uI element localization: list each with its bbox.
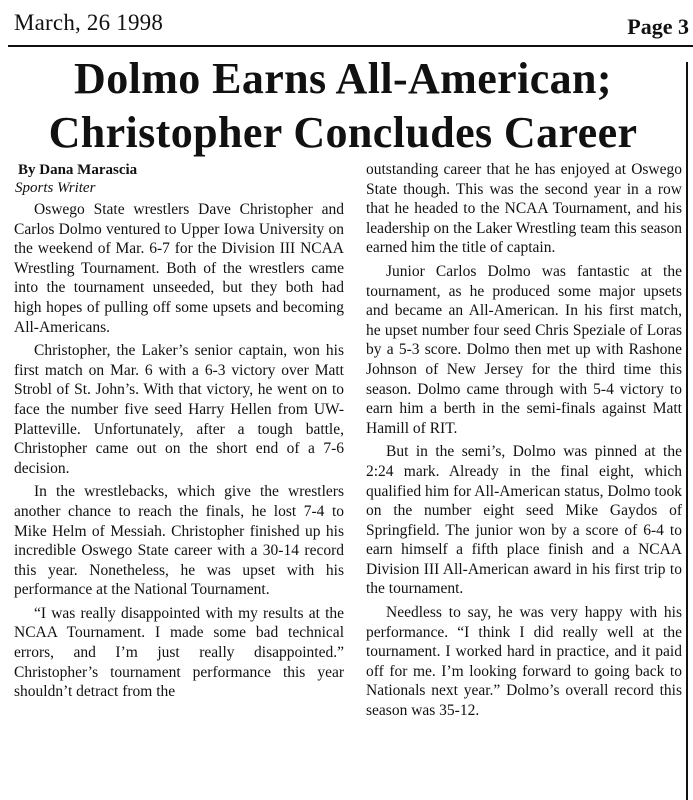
right-column-rule bbox=[686, 62, 688, 800]
masthead bbox=[0, 0, 693, 44]
issue-date: March, 26 1998 bbox=[14, 10, 164, 35]
paragraph: In the wrestlebacks, which give the wrestlers another chance to reach the finals, he lost 7-4 to Mike Helm of Messiah. Christopher finished up his incredible Oswego State career with a 30-14 record this year. Nonetheless, he was upset with his performance at the National Tournament. bbox=[14, 483, 344, 599]
article-column-2 bbox=[366, 160, 682, 725]
article-headline: Dolmo Earns All-American; Christopher Concludes Career bbox=[48, 54, 638, 157]
paragraph-continued: outstanding career that he has enjoyed at Oswego State though. This was the second year in a row that he headed to the NCAA Tournament, and his leadership on the Laker Wrestling team this season earned him the title of captain. bbox=[366, 161, 682, 257]
paragraph: Oswego State wrestlers Dave Christopher and Carlos Dolmo ventured to Upper Iowa University on the weekend of Mar. 6-7 for the Division III NCAA Wrestling Tournament. Both of the wrestlers came into the tournament unseeded, but they both had high hopes of pulling off some upsets and becoming All-Americans. bbox=[14, 201, 344, 336]
byline: By Dana Marascia bbox=[18, 162, 138, 178]
paragraph: But in the semi’s, Dolmo was pinned at the 2:24 mark. Already in the final eight, which qualified him for All-American status, Dolmo took on the number eight seed Mike Gaydos of Springfield. The junior won by a score of 6-4 to earn himself a fifth place finish and a NCAA Division III All-American award in his first trip to the tournament. bbox=[366, 443, 682, 598]
paragraph: “I was really disappointed with my results at the NCAA Tournament. I made some bad technical errors, and I’m just really disappointed.” Christopher’s tournament performance this year shouldn’t detract from the bbox=[14, 604, 344, 701]
paragraph: Junior Carlos Dolmo was fantastic at the tournament, as he produced some major upsets and became an All-American. In his first match, he upset number four seed Chris Speziale of Loras by a 5-3 score. Dolmo then met up with Rashone Johnson of New Jersey for the third time this season. Dolmo came through with 5-4 victory to earn him a berth in the semi-finals against Matt Hamill of RIT. bbox=[366, 262, 682, 437]
paragraph: Christopher, the Laker’s senior captain, won his first match on Mar. 6 with a 6-3 victory over Matt Strobl of St. John’s. With that victory, he went on to face the number five seed Harry Hellen from UW-Platteville. Unfortunately, after a tough battle, Christopher came out on the short end of a 7-6 decision. bbox=[14, 342, 344, 477]
article-column-1 bbox=[14, 200, 344, 706]
paragraph: Needless to say, he was very happy with his performance. “I think I did really well at the tournament. I worked hard in practice, and it paid off for me. I’m looking forward to going back to Nationals next year.” Dolmo’s overall record this season was 35-12. bbox=[366, 604, 682, 720]
byline-role: Sports Writer bbox=[15, 180, 96, 196]
top-rule bbox=[8, 45, 693, 47]
page-number: Page 3 bbox=[627, 14, 689, 39]
